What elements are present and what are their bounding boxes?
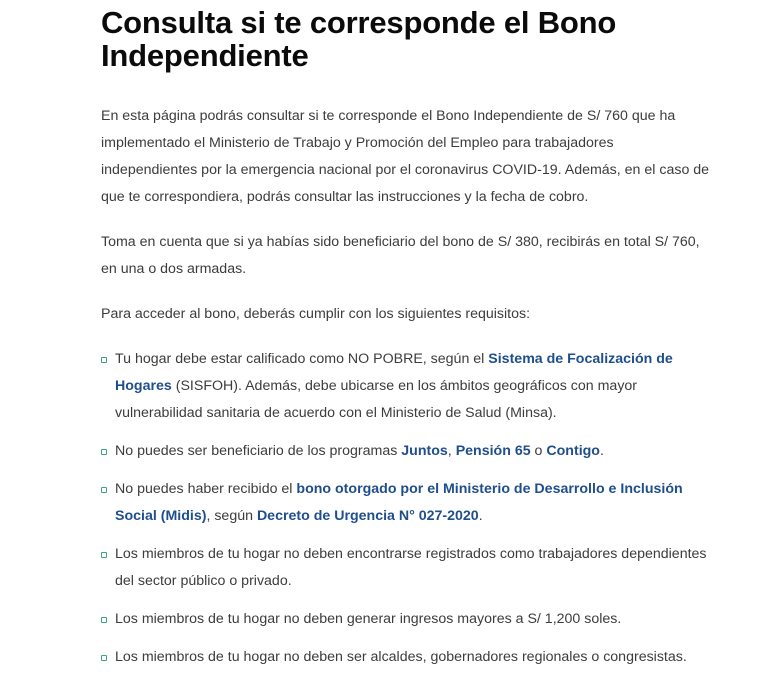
contigo-link[interactable]: Contigo xyxy=(546,443,600,459)
item-text: . xyxy=(599,443,604,459)
item-text: (SISFOH). Además, debe ubicarse en los ámbitos geográficos con mayor vulnerabilidad sanitaria de acuerdo con el Ministerio de Salud (Minsa). xyxy=(115,378,638,421)
midis-bono-link[interactable]: bono otorgado por el Ministerio de Desarrollo e Inclusión Social (Midis) xyxy=(115,481,683,524)
item-text: , xyxy=(447,443,456,459)
pension-65-link[interactable]: Pensión 65 xyxy=(455,443,531,459)
requirements-list xyxy=(101,346,713,671)
square-bullet-icon xyxy=(101,357,107,363)
item-text: No puedes ser beneficiario de los programas xyxy=(115,443,402,459)
square-bullet-icon xyxy=(101,449,107,455)
list-item xyxy=(101,438,713,465)
item-text: o xyxy=(530,443,547,459)
item-text: Los miembros de tu hogar no deben ser alcaldes, gobernadores regionales o congresistas. xyxy=(115,649,687,665)
juntos-link[interactable]: Juntos xyxy=(401,443,448,459)
list-item xyxy=(101,606,713,633)
page-title: Consulta si te corresponde el Bono Independiente xyxy=(101,5,617,73)
square-bullet-icon xyxy=(101,487,107,493)
requirements-intro: Para acceder al bono, deberás cumplir con los siguientes requisitos: xyxy=(101,306,531,322)
item-text: Los miembros de tu hogar no deben encontrarse registrados como trabajadores dependientes del sector público o privado. xyxy=(115,546,707,589)
item-text: . xyxy=(478,508,483,524)
list-item xyxy=(101,541,713,595)
list-item xyxy=(101,476,713,530)
list-item xyxy=(101,346,713,427)
sisfoh-link[interactable]: Sistema de Focalización de Hogares xyxy=(115,351,673,394)
square-bullet-icon xyxy=(101,617,107,623)
note-paragraph: Toma en cuenta que si ya habías sido beneficiario del bono de S/ 380, recibirás en total S/ 760, en una o dos armadas. xyxy=(101,234,700,277)
square-bullet-icon xyxy=(101,552,107,558)
decreto-urgencia-link[interactable]: Decreto de Urgencia N° 027-2020 xyxy=(256,508,479,524)
item-text: , según xyxy=(206,508,257,524)
square-bullet-icon xyxy=(101,655,107,661)
item-text: Tu hogar debe estar calificado como NO POBRE, según el xyxy=(115,351,489,367)
article-content xyxy=(101,0,713,682)
item-text: Los miembros de tu hogar no deben generar ingresos mayores a S/ 1,200 soles. xyxy=(115,611,622,627)
intro-paragraph: En esta página podrás consultar si te corresponde el Bono Independiente de S/ 760 que ha implementado el Ministerio de Trabajo y Promoción del Empleo para trabajadores independientes por la emergencia nacional por el coronavirus COVID-19. Además, en el caso de que te correspondiera, podrás consultar las instrucciones y la fecha de cobro. xyxy=(101,108,710,205)
item-text: No puedes haber recibido el xyxy=(115,481,297,497)
list-item xyxy=(101,644,713,671)
